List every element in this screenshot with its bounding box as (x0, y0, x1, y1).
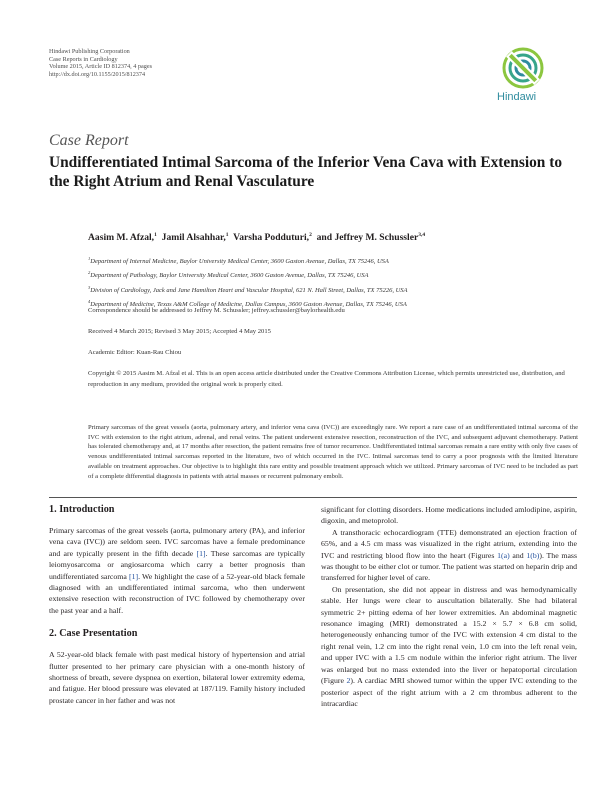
author-affil-sup: 1 (225, 232, 229, 238)
left-column (49, 504, 305, 706)
author-affil-sup: 3,4 (418, 232, 426, 238)
echocardiogram-paragraph: A transthoracic echocardiogram (TTE) demonstrated an ejection fraction of 65%, and a 4.5 cm mass was visualized in the right atrium, extending into the IVC and restricting blood flow into the heart (Figures 1(a) and 1(b)). The mass was thought to be either clot or tumor. The patient was started on heparin drip and transferred for higher level of care. (321, 527, 577, 583)
author-affil-sup: 1 (154, 232, 157, 238)
affiliation: $^1$Department of Internal Medicine, Baylor University Medical Center, 3600 Gaston Avenue, Dallas, TX 75246, USA (88, 256, 389, 266)
journal-header (49, 48, 152, 78)
journal-name: Case Reports in Cardiology (49, 55, 118, 63)
citation-link[interactable]: [1] (196, 548, 206, 558)
presentation-paragraph: On presentation, she did not appear in distress and was hemodynamically stable. Her lungs were clear to auscultation bilaterally. She had bilateral symmetric 2+ pitting edema of her lower extremities. An abdominal magnetic resonance imaging (MRI) demonstrated a 15.2 × 5.7 × 6.8 cm solid, heterogeneously enhancing tumor of the IVC with extension 4 cm distal to the right renal vein, 1.2 cm into the right renal vein, 1.0 cm into the left renal vein, and upper IVC with a 1.5 cm nodule within the inferior right atrium. The liver was enlarged but no mass extended into the liver or hepatoportal circulation (Figure 2). A cardiac MRI showed tumor within the upper IVC extending to the posterior aspect of the right atrium with a 2 cm thrombus adherent to the intracardiac (321, 584, 577, 708)
volume-info: Volume 2015, Article ID 812374, 4 pages (49, 63, 152, 71)
right-column (321, 504, 577, 709)
case-paragraph: A 52-year-old black female with past medical history of hypertension and atrial flutter presented to her primary care physician with a one-month history of shortness of breath, severe dyspnea on exertion, bilateral lower extremity edema, and fatigue. Her blood pressure was elevated at 187/119. Family history included prostate cancer in her father and was not (49, 650, 305, 705)
article-title: Undifferentiated Intimal Sarcoma of the Inferior Vena Cava with Extension to the Right Atrium and Renal Vasculature (49, 154, 563, 190)
correspondence: Correspondence should be addressed to Jeffrey M. Schussler; jeffrey.schussler@baylorhealth.edu (88, 307, 345, 314)
case-presentation-heading: 2. Case Presentation (49, 628, 138, 640)
author-list (88, 232, 425, 243)
section-divider (49, 497, 577, 498)
author-name: and Jeffrey M. Schussler (316, 232, 419, 244)
hindawi-logo-icon (501, 46, 545, 90)
article-type: Case Report (49, 132, 129, 149)
abstract: Primary sarcomas of the great vessels (aorta, pulmonary artery, and inferior vena cava (IVC)) are exceedingly rare. We report a rare case of an undifferentiated intimal sarcoma of the IVC with extension to the right atrium, adrenal, and renal veins. The patient underwent extensive resection, reconstruction of the IVC, and subsequent adjuvant chemotherapy. Patient has tolerated chemotherapy and, at 17 months after resection, the patient remains free of tumor recurrence. Undifferentiated intimal sarcomas remain a rare entity with only five cases of venous undifferentiated intimal sarcomas reported in the literature, two of which occurred in the IVC. Intimal sarcomas tend to carry a poor prognosis with the limited literature available on treatment approaches. Our objective is to highlight this rare entity and possible treatment approach which we utilized. Primary sarcomas of IVC need to be included as part of a complete differential diagnosis in patients with atrial masses or recurrent pulmonary emboli. (88, 424, 578, 480)
introduction-paragraph: Primary sarcomas of the great vessels (aorta, pulmonary artery (PA), and inferior vena cava (IVC)) are seldom seen. IVC sarcomas have a female predominance and are typically present in the fifth decade [1]. These sarcomas are typically leiomyosarcoma or angiosarcoma which carry a better prognosis than undifferentiated sarcoma [1]. We highlight the case of a 52-year-old black female diagnosed with an undifferentiated intimal sarcoma, who then underwent extensive resection with reconstruction of IVC followed by chemotherapy over the past year and a half. (49, 526, 306, 615)
author-name: Jamil Alsahhar, (161, 232, 226, 244)
figure-link[interactable]: 1(a) (497, 550, 510, 560)
figure-link[interactable]: 1(b) (526, 550, 540, 560)
affiliation: $^3$Division of Cardiology, Jack and Jane Hamilton Heart and Vascular Hospital, 621 N. Hall Street, Dallas, TX 75226, USA (88, 284, 408, 295)
author-affil-sup: 2 (309, 232, 312, 238)
citation-link[interactable]: [1] (128, 571, 139, 581)
hindawi-logo-text: Hindawi (497, 91, 537, 103)
publisher-name: Hindawi Publishing Corporation (49, 48, 130, 55)
received-dates: Received 4 March 2015; Revised 3 May 2015; Accepted 4 May 2015 (88, 328, 271, 335)
copyright-notice: Copyright © 2015 Aasim M. Afzal et al. This is an open access article distributed under the Creative Commons Attribution License, which permits unrestricted use, distribution, and reproduction in any medium, provided the original work is properly cited. (88, 370, 565, 388)
author-name: Aasim M. Afzal, (88, 232, 155, 244)
affiliation: $^2$Department of Pathology, Baylor University Medical Center, 3600 Gaston Avenue, Dallas, TX 75246, USA (88, 270, 369, 280)
case-paragraph-continued: significant for clotting disorders. Home medications included amlodipine, aspirin, digoxin, and metoprolol. (321, 505, 577, 526)
academic-editor: Academic Editor: Kuan-Rau Chiou (88, 349, 182, 356)
affiliation-list (88, 253, 558, 311)
hindawi-logo (497, 46, 557, 103)
author-name: Varsha Podduturi, (233, 232, 310, 244)
doi-link[interactable]: http://dx.doi.org/10.1155/2015/812374 (49, 70, 146, 78)
affiliation: $^4$Department of Medicine, Texas A&M College of Medicine, Dallas Campus, 3600 Gaston Avenue, Dallas, TX 75246, USA (88, 299, 407, 309)
figure-link[interactable]: 2 (346, 676, 351, 686)
introduction-heading: 1. Introduction (49, 504, 115, 515)
